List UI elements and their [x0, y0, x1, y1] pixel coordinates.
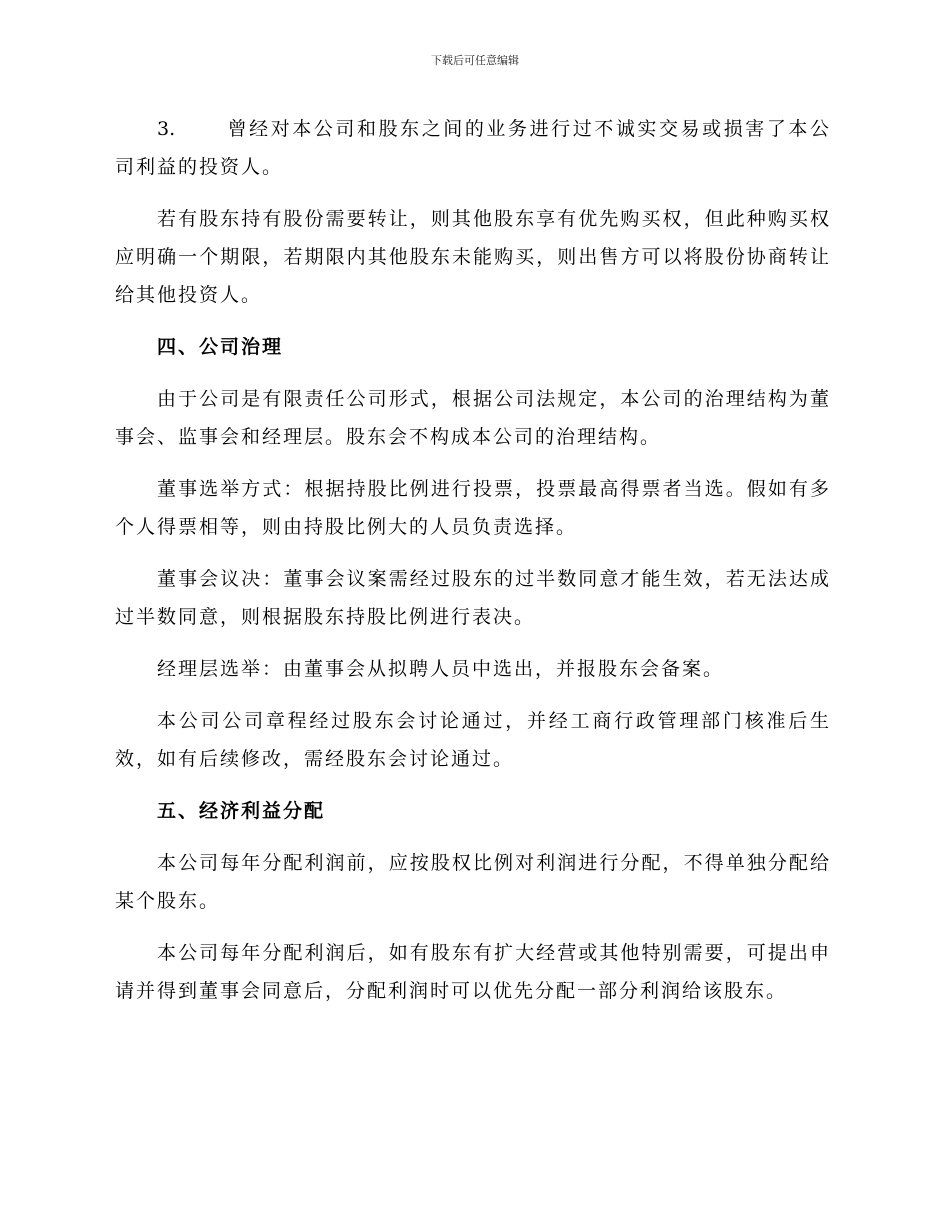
paragraph-governance-structure: 由于公司是有限责任公司形式，根据公司法规定，本公司的治理结构为董事会、监事会和经理层。股东会不构成本公司的治理结构。: [115, 388, 831, 448]
paragraph-share-transfer: 若有股东持有股份需要转让，则其他股东享有优先购买权，但此种购买权应明确一个期限，若期限内其他股东未能购买，则出售方可以将股份协商转让给其他投资人。: [115, 208, 831, 306]
section-heading-governance: 四、公司治理: [157, 336, 284, 358]
page-header: 下载后可任意编辑: [431, 54, 519, 67]
section-heading-profit-distribution: 五、经济利益分配: [157, 800, 326, 822]
list-item-3: [115, 110, 831, 186]
paragraph-distribution-after: 本公司每年分配利润后，如有股东有扩大经营或其他特别需要，可提出申请并得到董事会同意后，分配利润时可以优先分配一部分利润给该股东。: [115, 942, 831, 1002]
list-item-number: 3.: [157, 118, 176, 140]
paragraph-board-resolution: 董事会议决：董事会议案需经过股东的过半数同意才能生效，若无法达成过半数同意，则根据股东持股比例进行表决。: [115, 568, 831, 628]
paragraph-charter: 本公司公司章程经过股东会讨论通过，并经工商行政管理部门核准后生效，如有后续修改，需经股东会讨论通过。: [115, 710, 831, 770]
document-body: [115, 110, 831, 1024]
paragraph-manager-election: 经理层选举：由董事会从拟聘人员中选出，并报股东会备案。: [157, 658, 725, 680]
paragraph-director-election: 董事选举方式：根据持股比例进行投票，投票最高得票者当选。假如有多个人得票相等，则由持股比例大的人员负责选择。: [115, 478, 831, 538]
paragraph-distribution-before: 本公司每年分配利润前，应按股权比例对利润进行分配，不得单独分配给某个股东。: [115, 852, 831, 912]
list-item-text: 曾经对本公司和股东之间的业务进行过不诚实交易或损害了本公司利益的投资人。: [115, 118, 831, 178]
